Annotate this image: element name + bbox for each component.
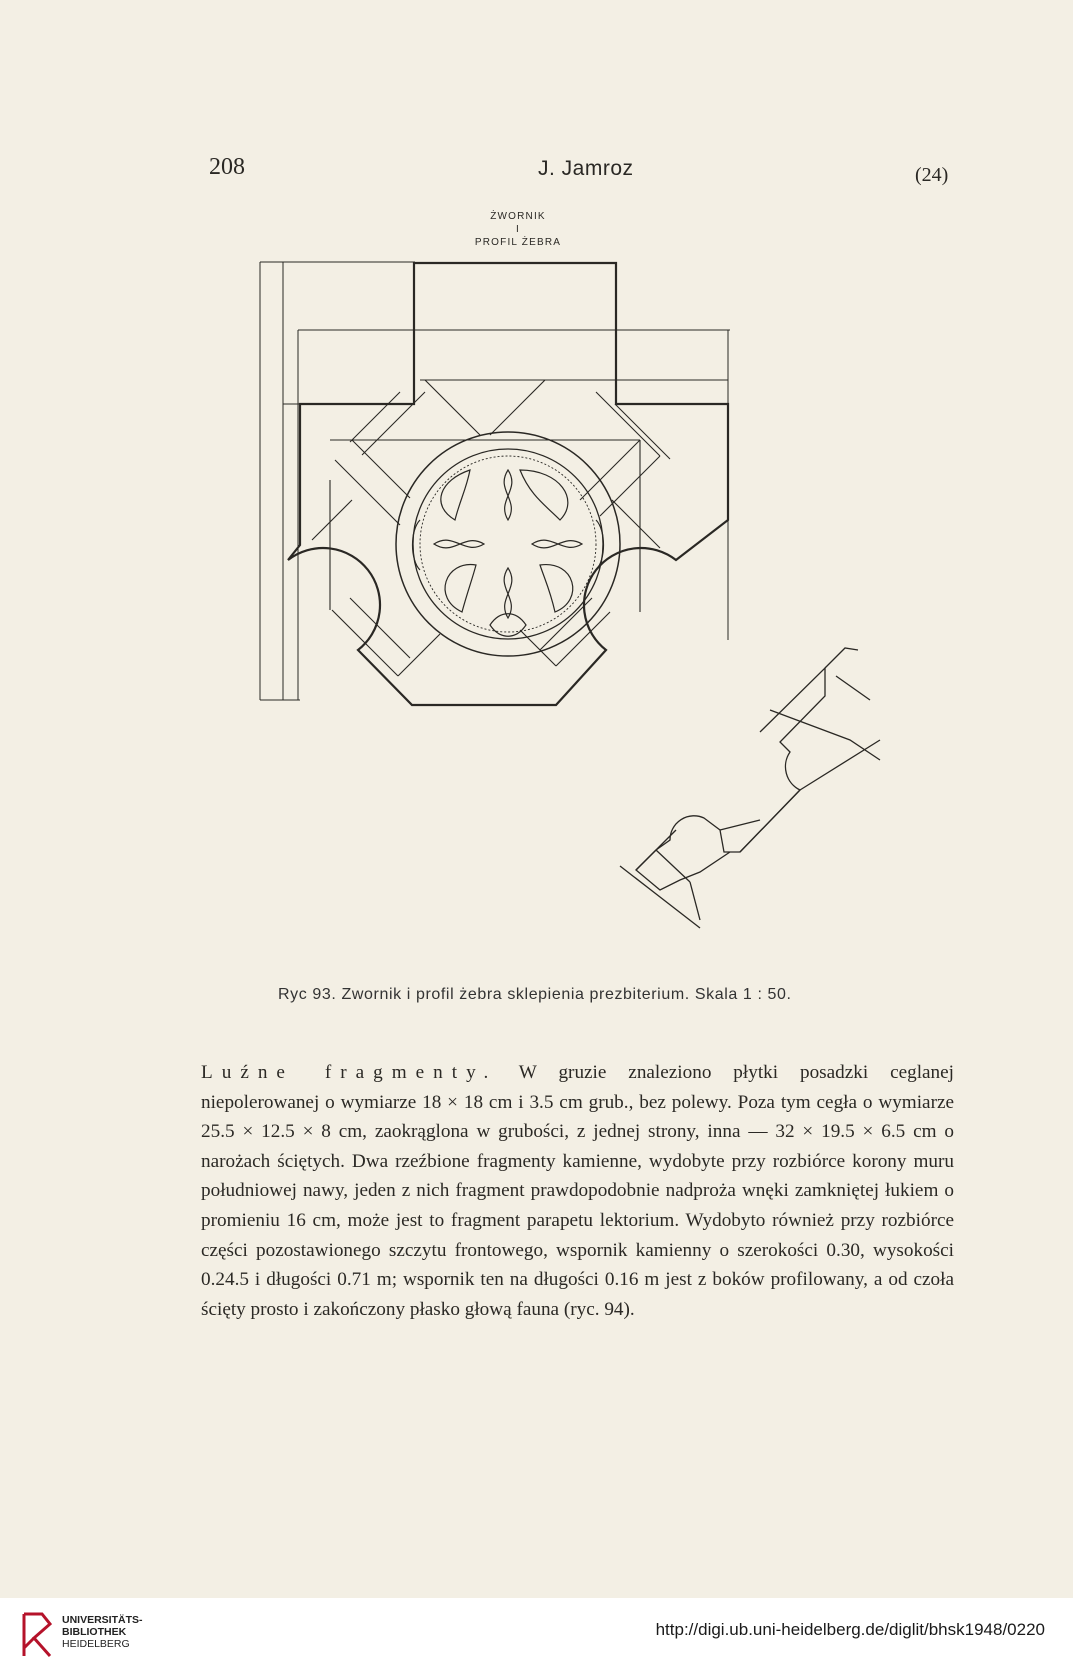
body-paragraph [201,1058,954,1324]
running-head: J. Jamroz [538,157,634,180]
source-url-link[interactable]: http://digi.ub.uni-heidelberg.de/diglit/bhsk1948/0220 [655,1620,1045,1639]
library-name[interactable] [62,1614,143,1650]
library-name-line-1: UNIVERSITÄTS- [62,1614,143,1626]
figure-title-line-1: ŻWORNIK [490,211,546,222]
library-name-line-2: BIBLIOTHEK [62,1626,127,1638]
rib-profile [620,648,880,928]
university-library-logo-icon[interactable] [20,1610,54,1660]
paragraph-text: W gruzie znaleziono płytki posadzki ceglanej niepolerowanej o wymiarze 18 × 18 cm i 3.5 cm grub., bez polewy. Poza tym cegła o wymiarze 25.5 × 12.5 × 8 cm, zaokrąglona w grubości, z jednej strony, inna — 32 × 19.5 × 6.5 cm o narożach ściętych. Dwa rzeźbione fragmenty kamienne, wydobyte przy rozbiórce korony muru południowej nawy, jeden z nich fragment prawdopodobnie nadproża wnęki zamkniętej łukiem o promieniu 16 cm, może jest to fragment parapetu lektorium. Wydobyto również przy rozbiórce części pozostawionego szczytu frontowego, wspornik kamienny o szerokości 0.30, wysokości 0.24.5 i długości 0.71 m; wspornik ten na długości 0.16 m jest z boków profilowany, a od czoła ścięty prosto i zakończony płasko głową fauna (ryc. 94). [201,1062,955,1320]
boss-inner-ring [413,449,603,639]
boss-core [420,456,596,632]
figure-title-line-3: PROFIL ŻEBRA [474,237,562,248]
page-number: 208 [209,154,245,180]
diagonal-ribs [312,380,670,676]
footer-bar [0,1598,1073,1675]
figure-caption: Ryc 93. Zwornik i profil żebra sklepienia prezbiterium. Skala 1 : 50. [278,986,792,1003]
section-number: (24) [915,164,949,186]
library-name-line-3: HEIDELBERG [62,1638,130,1650]
spaced-lead: Luźne fragmenty. [201,1062,498,1083]
figure-title-line-2: I [516,224,520,235]
